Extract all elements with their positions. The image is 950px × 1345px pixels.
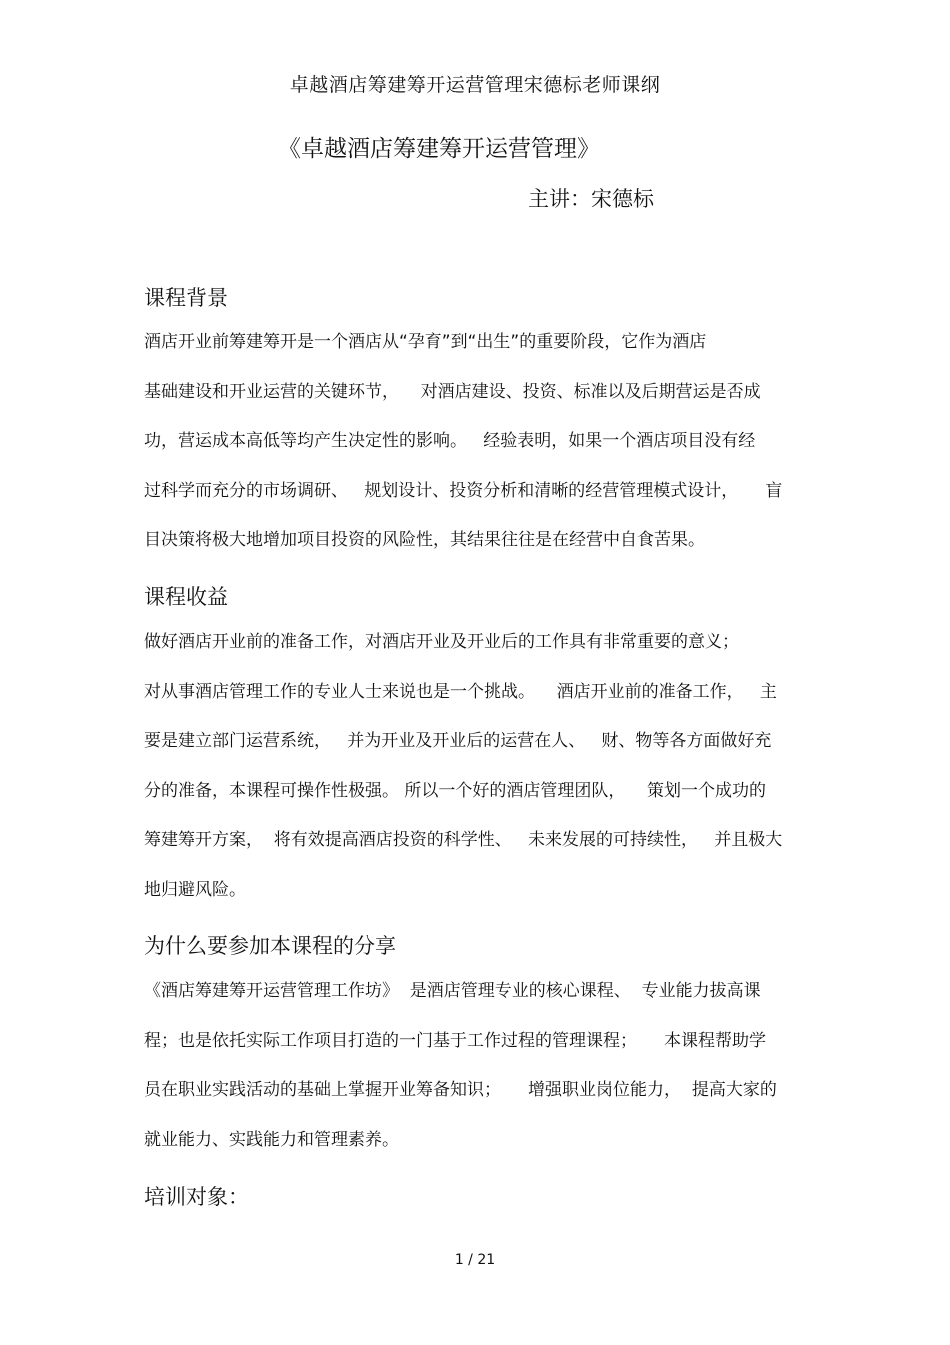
paragraph-line: 做好酒店开业前的准备工作，对酒店开业及开业后的工作具有非常重要的意义； [144, 632, 739, 652]
section-body-benefits [144, 618, 806, 916]
section-heading-why-attend: 为什么要参加本课程的分享 [144, 934, 396, 958]
paragraph-line: 对从事酒店管理工作的专业人士来说也是一个挑战。 酒店开业前的准备工作， 主 [144, 681, 777, 702]
section-heading-benefits: 课程收益 [144, 585, 228, 609]
paragraph-line: 程；也是依托实际工作项目打造的一门基于工作过程的管理课程； 本课程帮助学 [144, 1030, 767, 1051]
paragraph-line: 分的准备，本课程可操作性极强。 所以一个好的酒店管理团队， 策划一个成功的 [144, 780, 767, 801]
paragraph-line: 《酒店筹建筹开运营管理工作坊》 是酒店管理专业的核心课程、 专业能力拔高课 [144, 981, 761, 1001]
paragraph-line: 过科学而充分的市场调研、 规划设计、投资分析和清晰的经营管理模式设计， 盲 [144, 480, 783, 501]
paragraph-line: 员在职业实践活动的基础上掌握开业筹备知识； 增强职业岗位能力， 提高大家的 [144, 1080, 777, 1101]
course-title: 《卓越酒店筹建筹开运营管理》 [278, 136, 600, 162]
paragraph-line: 基础建设和开业运营的关键环节， 对酒店建设、投资、标准以及后期营运是否成 [144, 381, 761, 402]
page-number: 1 / 21 [454, 1252, 496, 1268]
section-heading-background: 课程背景 [144, 286, 228, 310]
paragraph-line: 筹建筹开方案， 将有效提高酒店投资的科学性、 未来发展的可持续性， 并且极大 [144, 830, 783, 851]
paragraph-line: 就业能力、实践能力和管理素养。 [144, 1129, 399, 1150]
section-body-background [144, 318, 806, 566]
paragraph-line: 目决策将极大地增加项目投资的风险性，其结果往往是在经营中自食苦果。 [144, 530, 705, 551]
paragraph-line: 功，营运成本高低等均产生决定性的影响。 经验表明，如果一个酒店项目没有经 [144, 431, 756, 452]
document-header: 卓越酒店筹建筹开运营管理宋德标老师课纲 [289, 74, 661, 96]
lecturer-name: 主讲：宋德标 [528, 187, 654, 211]
paragraph-line: 地归避风险。 [144, 879, 246, 900]
paragraph-line: 酒店开业前筹建筹开是一个酒店从“孕育”到“出生”的重要阶段，它作为酒店 [144, 332, 707, 352]
section-body-why-attend [144, 967, 806, 1165]
paragraph-line: 要是建立部门运营系统， 并为开业及开业后的运营在人、 财、物等各方面做好充 [144, 731, 772, 752]
section-heading-audience: 培训对象： [144, 1185, 249, 1209]
